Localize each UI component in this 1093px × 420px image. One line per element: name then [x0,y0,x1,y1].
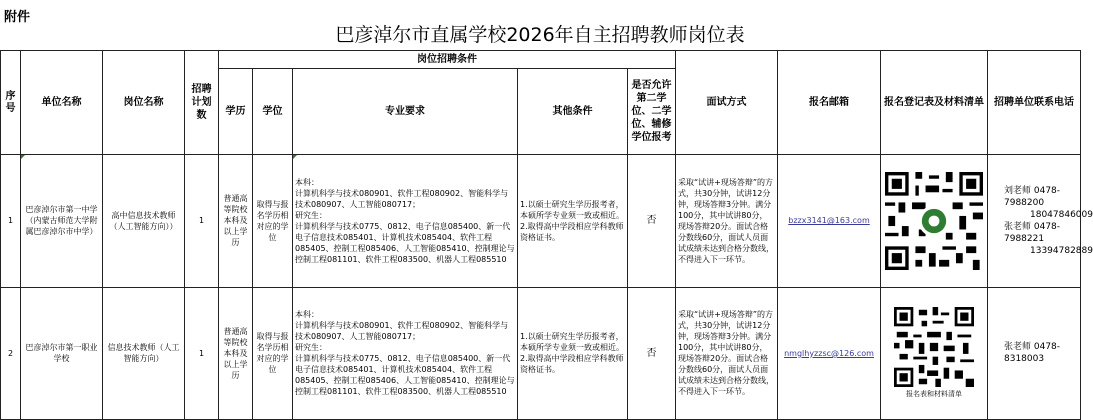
attachment-label: 附件 [4,10,31,25]
qr-caption: 报名表和材料清单 [906,389,962,398]
cell-unit: 巴彦淖尔市第一职业学校 [21,287,103,419]
cell-other: 1.以硕士研究生学历报考者，本硕所学专业须一致或相近。 2.取得高中学段相应学科教师资格证书。 [518,287,628,419]
email-link[interactable]: nmglhyzzsc@126.com [784,348,874,358]
cell-plan: 1 [185,287,219,419]
cell-phone [988,287,1081,419]
col-post: 岗位名称 [103,51,185,155]
table-row [1,155,1081,287]
phone-line: 13394782889 [1030,245,1093,256]
col-conditions-group: 岗位招聘条件 [219,51,676,69]
cell-degree: 取得与报名学历相对应的学位 [253,155,293,287]
cell-plan: 1 [185,155,219,287]
phone-line: 张老师 0478-8318003 [1004,342,1061,365]
cell-post: 高中信息技术教师（人工智能方向）） [103,155,185,287]
page-title: 巴彦淖尔市直属学校2026年自主招聘教师岗位表 [335,24,745,46]
col-interview: 面试方式 [676,51,778,155]
cell-degree: 取得与报名学历相对应的学位 [253,287,293,419]
cell-second-degree: 否 [628,155,676,287]
cell-interview: 采取“试讲+现场答辩”的方式，共30分钟，试讲12分钟，现场答辩3分钟。满分100分，其中试讲80分，现场答辩20分。面试合格分数线60分，面试人员面试成绩未达到合格分数线，不得进入下一环节。 [676,287,778,419]
cell-major: 本科： 计算机科学与技术080901、软件工程080902、智能科学与技术080907、人工智能080717； 研究生： 计算机科学与技术0775、0812、电子信息085400、新一代电子信息技术085401、计算机技术085404、软件工程085405、控制工程085406、人工智能085410、控制理论与控制工程081101、软件工程083500、机器人工程085510 [293,155,518,287]
cell-seq: 2 [1,287,21,419]
qr-code-icon[interactable] [885,172,983,270]
cell-education: 普通高等院校本科及以上学历 [219,155,253,287]
cell-post: 信息技术教师（人工智能方向） [103,287,185,419]
cell-interview: 采取“试讲+现场答辩”的方式，共30分钟，试讲12分钟，现场答辩3分钟。满分100分，其中试讲80分，现场答辩20分。面试合格分数线60分，面试人员面试成绩未达到合格分数线，不得进入下一环节。 [676,155,778,287]
cell-form [881,287,988,419]
col-second-degree: 是否允许第二学位、二学位、辅修学位报考 [628,69,676,155]
cell-unit: 巴彦淖尔市第一中学（内蒙古师范大学附属巴彦淖尔市中学） [21,155,103,287]
recruitment-table [0,50,1093,420]
col-email: 报名邮箱 [778,51,881,155]
cell-seq: 1 [1,155,21,287]
col-unit: 单位名称 [21,51,103,155]
phone-line: 刘老师 0478-7988200 [1004,185,1061,208]
col-seq: 序号 [1,51,21,155]
col-form: 报名登记表及材料清单 [881,51,988,155]
cell-form [881,155,988,287]
phone-line: 张老师 0478-7988221 [1004,221,1061,244]
cell-phone [988,155,1093,287]
cell-second-degree: 否 [628,287,676,419]
qr-code-icon[interactable] [894,307,974,387]
table-row [1,287,1081,419]
col-phone: 招聘单位联系电话 [988,51,1081,155]
col-education: 学历 [219,69,253,155]
col-plan: 招聘计划数 [185,51,219,155]
col-degree: 学位 [253,69,293,155]
col-major: 专业要求 [293,69,518,155]
col-other: 其他条件 [518,69,628,155]
phone-line: 18047846009 [1030,209,1093,220]
email-link[interactable]: bzzx3141@163.com [788,216,870,226]
cell-other: 1.以硕士研究生学历报考者，本硕所学专业须一致或相近。 2.取得高中学段相应学科教师资格证书。 [518,155,628,287]
cell-education: 普通高等院校本科及以上学历 [219,287,253,419]
cell-major: 本科： 计算机科学与技术080901、软件工程080902、智能科学与技术080907、人工智能080717； 研究生： 计算机科学与技术0775、0812、电子信息085400、新一代电子信息技术085401、计算机技术085404、软件工程085405、控制工程085406、人工智能085410、控制理论与控制工程081101、软件工程083500、机器人工程085510 [293,287,518,419]
